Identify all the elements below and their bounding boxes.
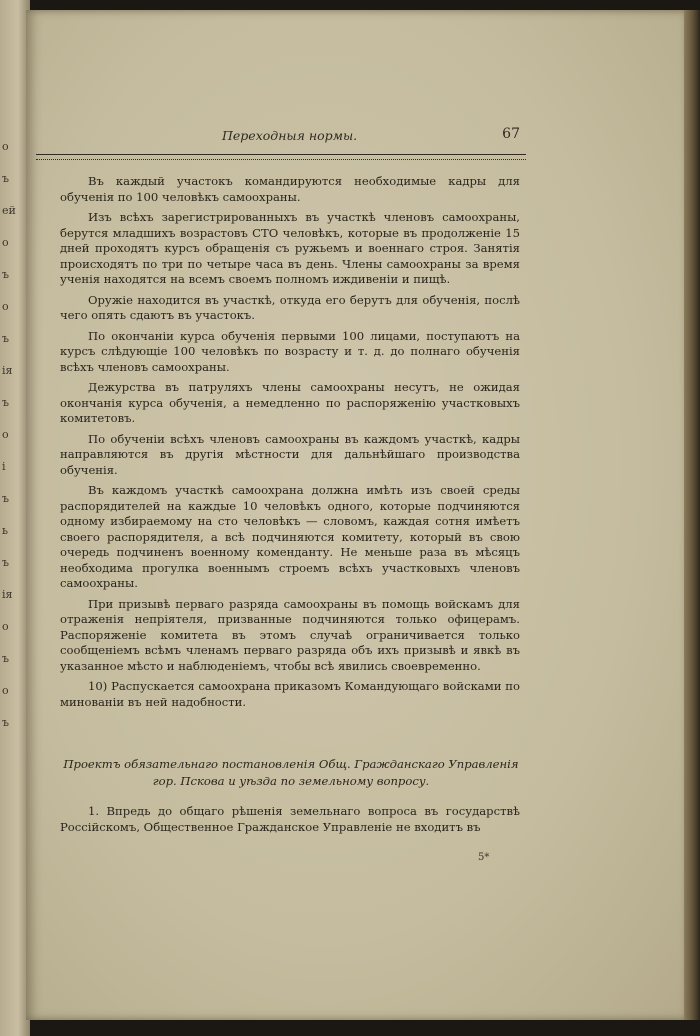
paragraph: По обученіи всѣхъ членовъ самоохраны въ каждомъ участкѣ, кадры направляются въ другія мѣстности для дальнѣйшаго производства обученія. — [60, 431, 520, 477]
paragraph: 1. Впредь до общаго рѣшенія земельнаго вопроса въ государствѣ Россійскомъ, Общественное Гражданское Управленіе не входитъ въ — [60, 804, 520, 834]
facing-page-fragment: ъ — [2, 492, 9, 505]
page-edge-shadow — [684, 10, 700, 1020]
section-body — [60, 804, 520, 835]
facing-page-fragment: ъ — [2, 332, 9, 345]
facing-page-fragment: ей — [2, 204, 16, 217]
paragraph: При призывѣ перваго разряда самоохраны въ помощь войскамъ для отраженія непріятеля, призванные подчиняются только офицерамъ. Распоряженіе комитета въ этомъ случаѣ ограничивается только сообщеніемъ всѣмъ членамъ перваго разряда объ ихъ призывѣ и явкѣ въ указанное мѣсто и наблюденіемъ, чтобы всѣ явились своевременно. — [60, 596, 520, 673]
running-title: Переходныя нормы. — [222, 128, 358, 143]
main-text — [60, 174, 520, 715]
paragraph: 10) Распускается самоохрана приказомъ Командующаго войсками по минованіи въ ней надобности. — [60, 679, 520, 709]
paragraph: Въ каждый участокъ командируются необходимые кадры для обученія по 100 человѣкъ самоохраны. — [60, 174, 520, 204]
paragraph: Изъ всѣхъ зарегистрированныхъ въ участкѣ членовъ самоохраны, берутся младшихъ возрастовъ СТО человѣкъ, которые въ продолженіе 15 дней проходятъ курсъ обращенія съ ружьемъ и военнаго строя. Занятія происходятъ по три по четыре часа въ день. Члены самоохраны за время ученія находятся на всемъ своемъ полномъ иждивеніи и пищѣ. — [60, 210, 520, 286]
facing-page-fragment: ъ — [2, 396, 9, 409]
facing-page-fragment: і — [2, 460, 6, 473]
facing-page-fragment: ія — [2, 588, 13, 601]
facing-page-fragment: о — [2, 620, 9, 633]
paragraph: Дежурства въ патруляхъ члены самоохраны несутъ, не ожидая окончанія курса обученія, а немедленно по распоряженію участковыхъ комитетовъ. — [60, 380, 520, 425]
facing-page-fragment: ъ — [2, 652, 9, 665]
facing-page-fragment: о — [2, 236, 9, 249]
facing-page-fragment: ъ — [2, 172, 9, 185]
facing-page-fragment: о — [2, 428, 9, 441]
facing-page-fragment: ія — [2, 364, 13, 377]
section-title: Проектъ обязательнаго постановленія Общ. Гражданскаго Управленія гор. Пскова и уѣзда по земельному вопросу. — [63, 757, 519, 788]
page-header — [36, 128, 520, 148]
signature-mark: 5* — [478, 852, 490, 863]
header-rule — [36, 154, 526, 160]
facing-page-fragment: ь — [2, 524, 8, 537]
facing-page-fragment: ъ — [2, 556, 9, 569]
page-number: 67 — [502, 126, 520, 142]
facing-page-fragment: о — [2, 684, 9, 697]
facing-page-fragment: ъ — [2, 716, 9, 729]
facing-page-fragment: ъ — [2, 268, 9, 281]
paragraph: Въ каждомъ участкѣ самоохрана должна имѣть изъ своей среды распорядителей на каждые 10 человѣкъ одного, которые подчиняются одному избираемому на сто человѣкъ — словомъ, каждая сотня имѣетъ своего распорядителя, а всѣ подчиняются комитету, который въ свою очередь подчиненъ военному коменданту. Не меньше раза въ мѣсяцъ необходима прогулка военнымъ строемъ всѣхъ участковыхъ членовъ самоохраны. — [60, 483, 520, 590]
facing-page-fragment: о — [2, 300, 9, 313]
facing-page-fragment: о — [2, 140, 9, 153]
paragraph: По окончаніи курса обученія первыми 100 лицами, поступаютъ на курсъ слѣдующіе 100 человѣкъ по возрасту и т. д. до полнаго обученія всѣхъ членовъ самоохраны. — [60, 328, 520, 374]
paragraph: Оружіе находится въ участкѣ, откуда его берутъ для обученія, послѣ чего опять сдаютъ въ участокъ. — [60, 292, 520, 322]
